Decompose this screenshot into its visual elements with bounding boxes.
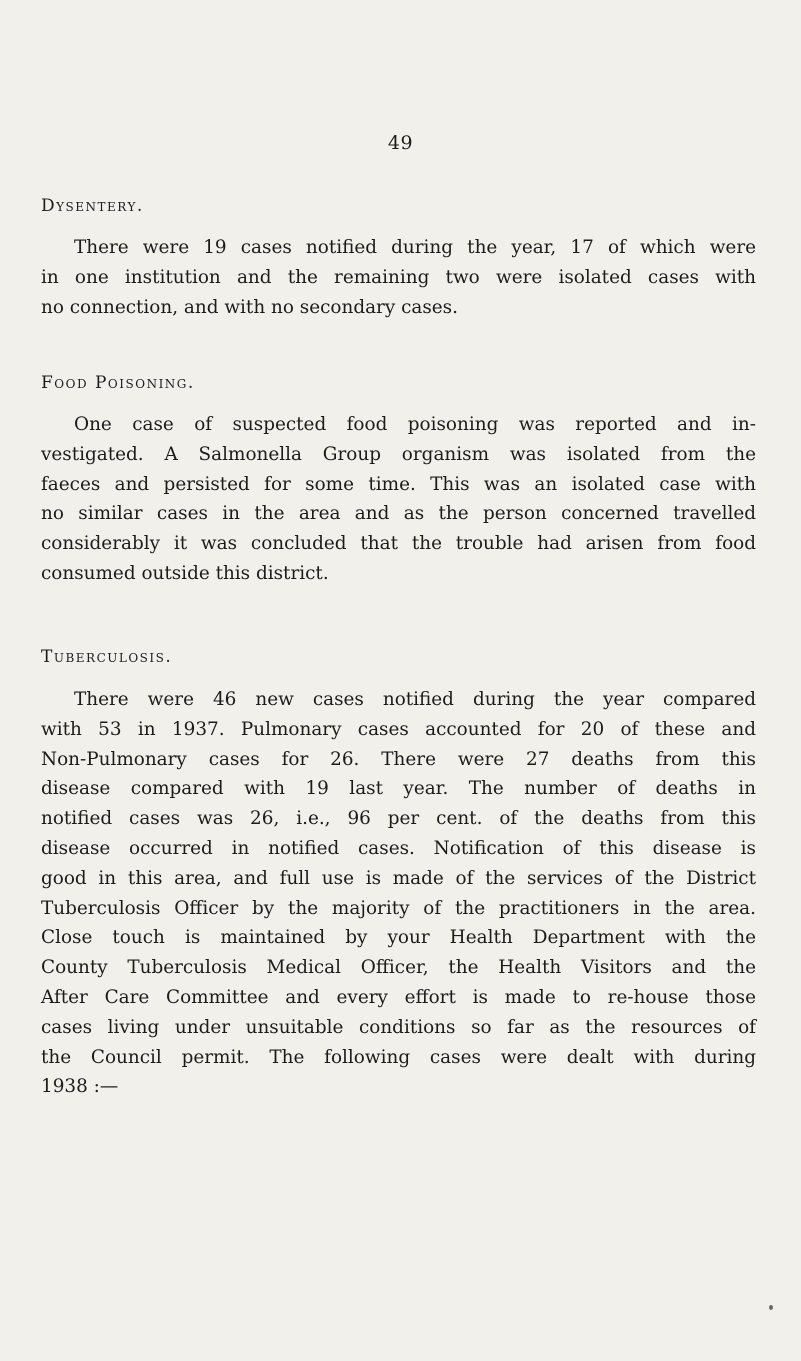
text-line: with 53 in 1937. Pulmonary cases accounted for 20 of these and bbox=[41, 718, 756, 740]
text-line: There were 19 cases notified during the year, 17 of which were bbox=[74, 237, 756, 258]
text-line: notified cases was 26, i.e., 96 per cent. of the deaths from this bbox=[41, 808, 756, 830]
print-speck bbox=[769, 1305, 773, 1310]
text-line: vestigated. A Salmonella Group organism was isolated from the bbox=[41, 443, 756, 465]
text-line: One case of suspected food poisoning was reported and in- bbox=[74, 414, 756, 435]
text-line: in one institution and the remaining two were isolated cases with bbox=[41, 266, 756, 288]
text-line: Close touch is maintained by your Health Department with the bbox=[41, 927, 756, 949]
text-line: disease occurred in notified cases. Notification of this disease is bbox=[41, 837, 756, 859]
section-heading-tuberculosis: Tuberculosis. bbox=[41, 647, 173, 667]
text-line: County Tuberculosis Medical Officer, the Health Visitors and the bbox=[41, 957, 756, 979]
text-line: no similar cases in the area and as the person concerned travelled bbox=[41, 503, 756, 525]
text-line: There were 46 new cases notified during the year compared bbox=[74, 689, 756, 710]
text-line: considerably it was concluded that the trouble had arisen from food bbox=[41, 533, 756, 555]
paragraph-dysentery bbox=[41, 233, 756, 322]
text-line: cases living under unsuitable conditions so far as the resources of bbox=[41, 1016, 756, 1038]
text-line: good in this area, and full use is made of the services of the District bbox=[41, 867, 756, 889]
page-number: 49 bbox=[387, 132, 414, 154]
text-line: Non-Pulmonary cases for 26. There were 27 deaths from this bbox=[41, 748, 756, 770]
text-line: Tuberculosis Officer by the majority of the practitioners in the area. bbox=[41, 897, 756, 919]
text-line: no connection, and with no secondary cases. bbox=[41, 296, 458, 318]
paragraph-food-poisoning bbox=[41, 410, 756, 589]
text-line: the Council permit. The following cases were dealt with during bbox=[41, 1046, 756, 1068]
section-heading-food-poisoning: Food Poisoning. bbox=[41, 373, 195, 393]
text-line: consumed outside this district. bbox=[41, 562, 329, 584]
paragraph-tuberculosis bbox=[41, 685, 756, 1102]
section-heading-dysentery: Dysentery. bbox=[41, 196, 144, 216]
text-line: 1938 :— bbox=[41, 1076, 119, 1098]
text-line: disease compared with 19 last year. The number of deaths in bbox=[41, 778, 756, 800]
text-line: After Care Committee and every effort is made to re-house those bbox=[41, 986, 756, 1008]
text-line: faeces and persisted for some time. This was an isolated case with bbox=[41, 473, 756, 495]
